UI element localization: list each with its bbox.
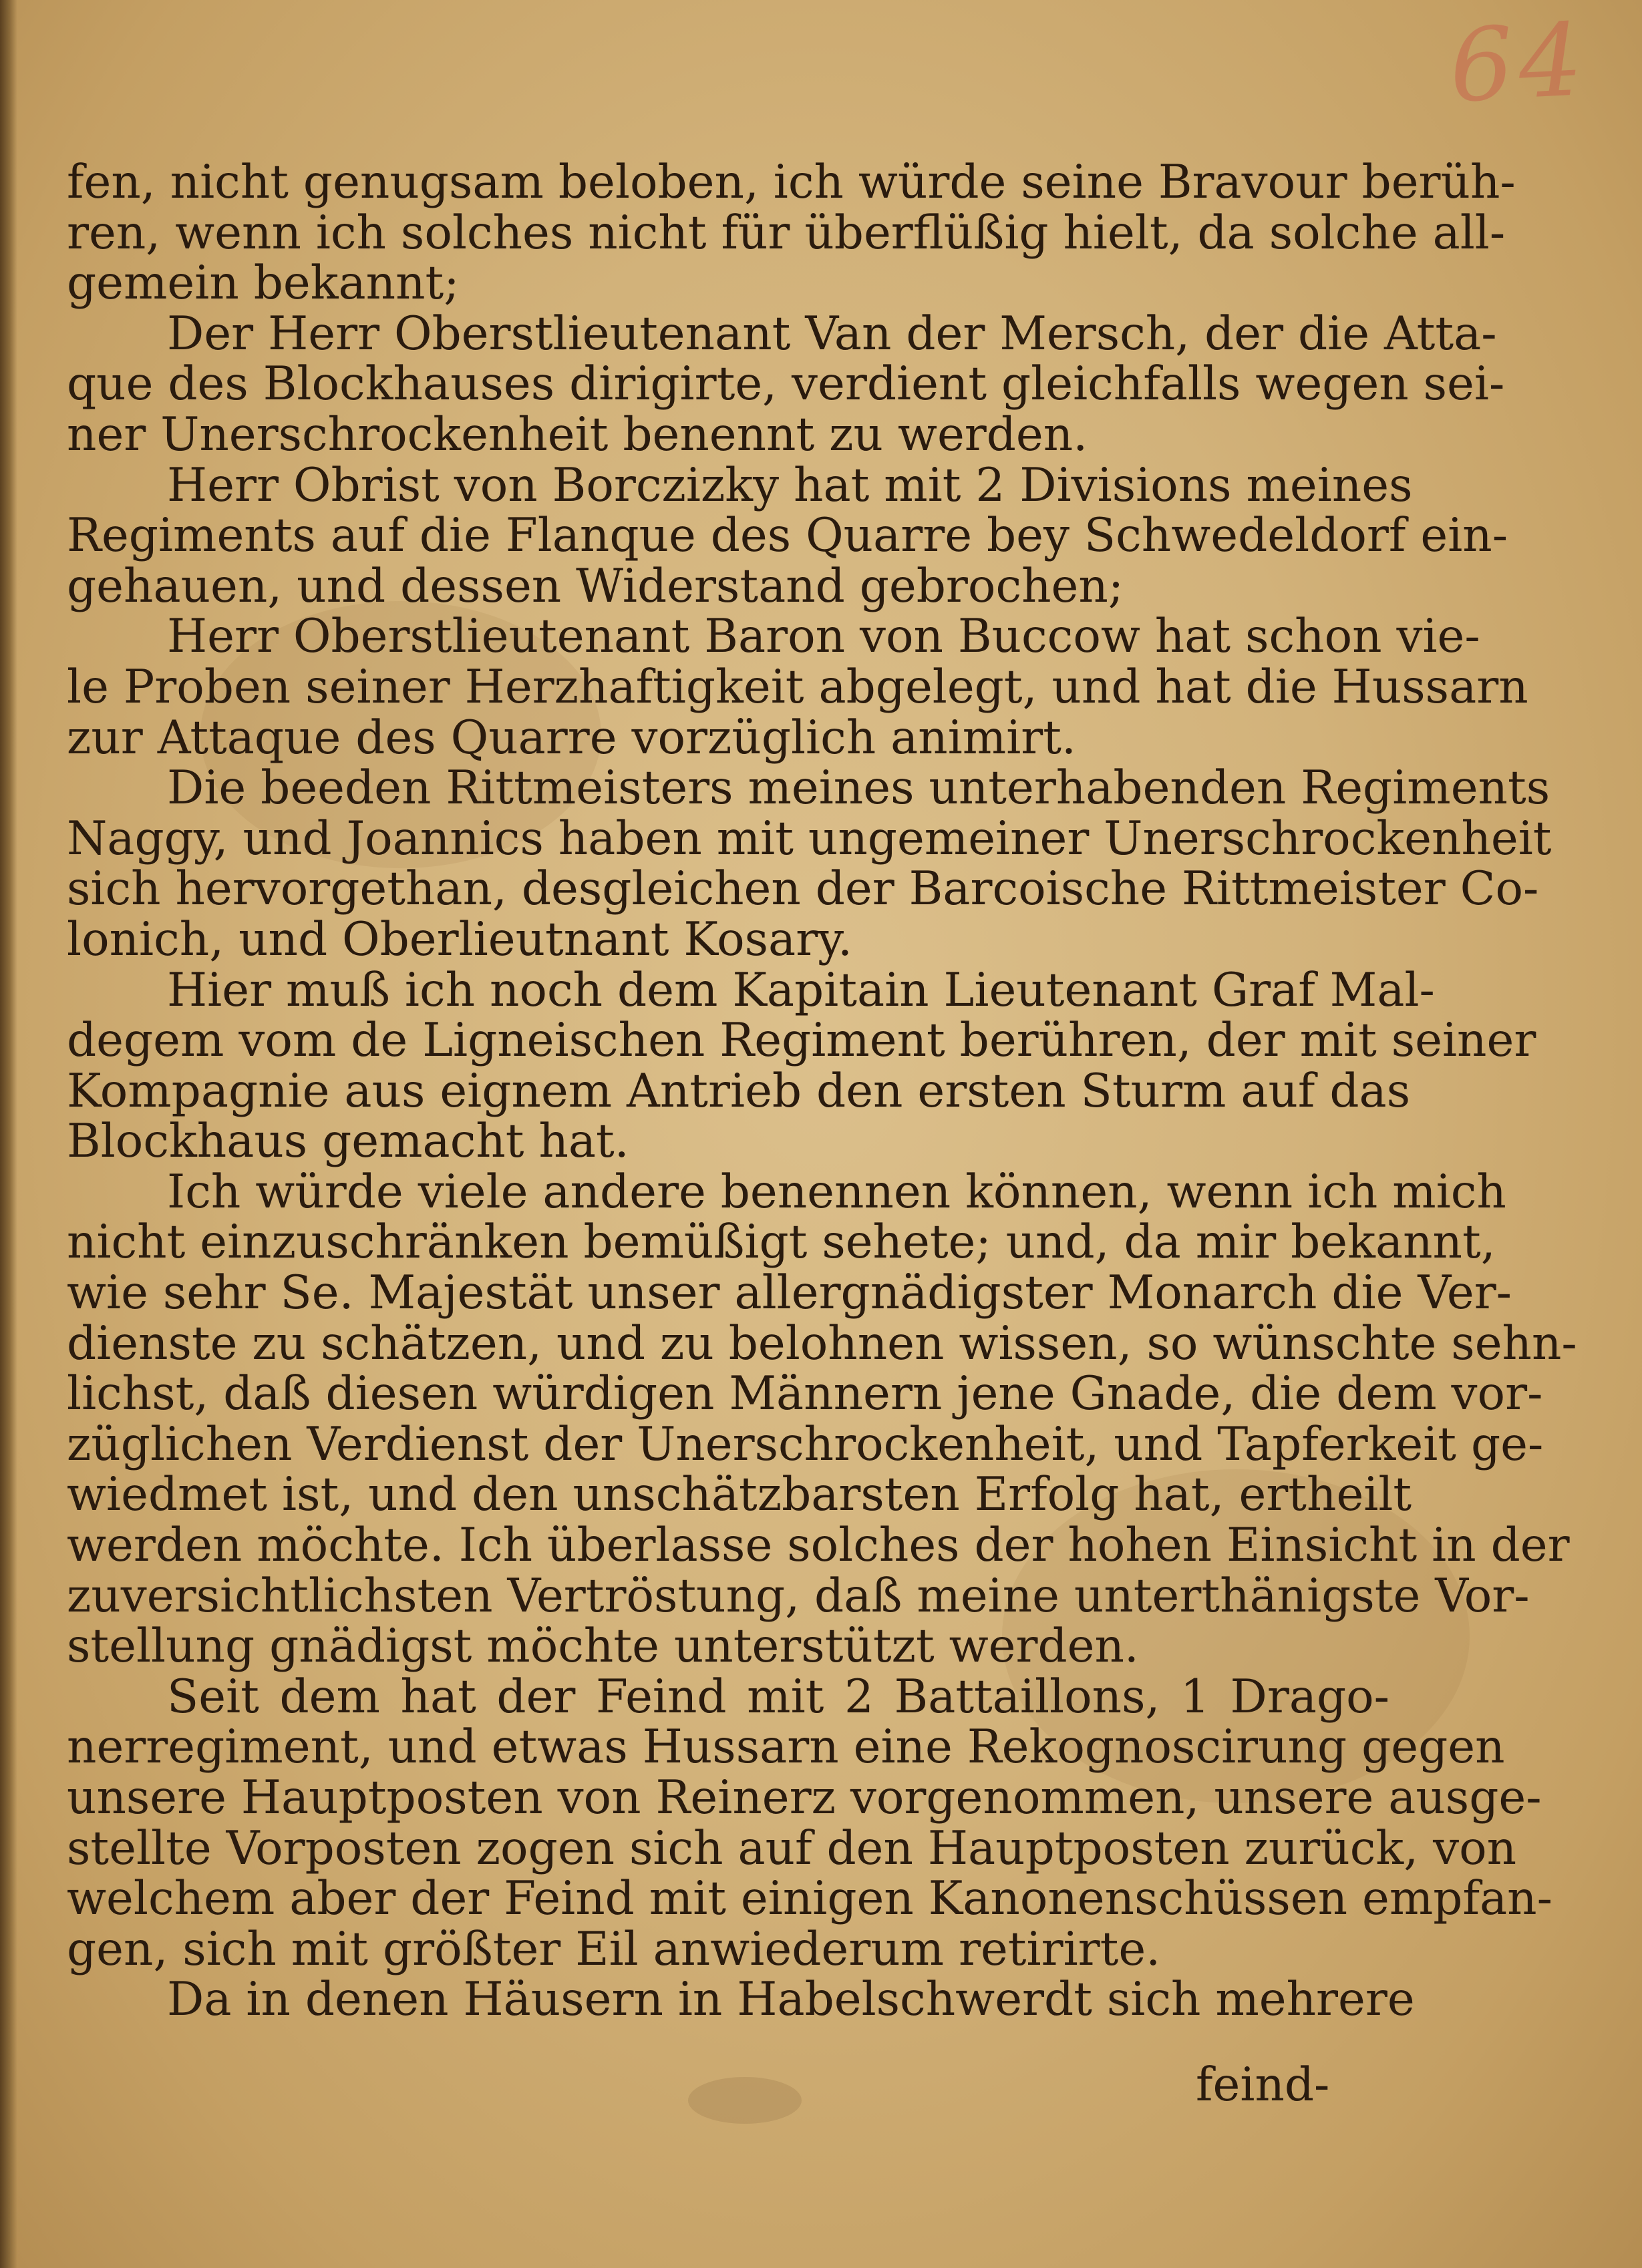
text-line: dienste zu schätzen, und zu belohnen wissen, so wünschte sehn- — [67, 1316, 1577, 1370]
text-line: Da in denen Häusern in Habelschwerdt sich mehrere — [167, 1973, 1415, 2027]
text-line: stellung gnädigst möchte unterstützt werden. — [67, 1620, 1139, 1674]
text-line: Naggy, und Joannics haben mit ungemeiner Unerschrockenheit — [67, 811, 1552, 866]
text-line: Ich würde viele andere benennen können, wenn ich mich — [167, 1165, 1506, 1219]
text-line: Herr Obrist von Borczizky hat mit 2 Divisions meines — [167, 458, 1413, 512]
text-line: lichst, daß diesen würdigen Männern jene Gnade, die dem vor- — [67, 1367, 1543, 1421]
ink-smudge — [688, 2077, 802, 2124]
text-line: gen, sich mit größter Eil anwiederum retirirte. — [67, 1922, 1161, 1976]
text-line: unsere Hauptposten von Reinerz vorgenommen, unsere ausge- — [67, 1771, 1542, 1825]
text-line: Kompagnie aus eignem Antrieb den ersten Sturm auf das — [67, 1064, 1411, 1118]
text-line: degem vom de Ligneischen Regiment berühren, der mit seiner — [67, 1014, 1536, 1068]
text-line: züglichen Verdienst der Unerschrockenheit, und Tapferkeit ge- — [67, 1417, 1544, 1471]
body-text — [67, 156, 1577, 2027]
text-line: wie sehr Se. Majestät unser allergnädigster Monarch die Ver- — [67, 1266, 1512, 1320]
text-line: Hier muß ich noch dem Kapitain Lieutenant Graf Mal- — [167, 963, 1435, 1017]
text-line: Herr Oberstlieutenant Baron von Buccow hat schon vie- — [167, 610, 1480, 664]
text-line: que des Blockhauses dirigirte, verdient gleichfalls wegen sei- — [67, 357, 1505, 411]
text-line: le Proben seiner Herzhaftigkeit abgelegt, und hat die Hussarn — [67, 660, 1528, 714]
text-line: ren, wenn ich solches nicht für überflüßig hielt, da solche all- — [67, 206, 1506, 260]
text-line: Regiments auf die Flanque des Quarre bey Schwedeldorf ein- — [67, 509, 1508, 563]
text-line: wiedmet ist, und den unschätzbarsten Erfolg hat, ertheilt — [67, 1468, 1412, 1522]
text-line: Die beeden Rittmeisters meines unterhabenden Regiments — [167, 761, 1550, 815]
text-line: Der Herr Oberstlieutenant Van der Mersch, der die Atta- — [167, 307, 1497, 361]
text-line: zur Attaque des Quarre vorzüglich animirt. — [67, 711, 1076, 765]
text-line: Blockhaus gemacht hat. — [67, 1115, 629, 1169]
text-line: lonich, und Oberlieutnant Kosary. — [67, 912, 852, 966]
text-line: sich hervorgethan, desgleichen der Barcoische Rittmeister Co- — [67, 862, 1539, 916]
catchword: feind- — [1196, 2058, 1330, 2112]
text-line: zuversichtlichsten Vertröstung, daß meine unterthänigste Vor- — [67, 1569, 1530, 1623]
text-line: fen, nicht genugsam beloben, ich würde seine Bravour berüh- — [67, 156, 1516, 209]
page-binding-edge — [0, 0, 17, 2268]
text-line: werden möchte. Ich überlasse solches der hohen Einsicht in der — [67, 1519, 1570, 1573]
text-line: welchem aber der Feind mit einigen Kanonenschüssen empfan- — [67, 1872, 1552, 1926]
text-line: nerregiment, und etwas Hussarn eine Rekognoscirung gegen — [67, 1720, 1505, 1774]
text-line: gehauen, und dessen Widerstand gebrochen; — [67, 559, 1124, 613]
text-line: ner Unerschrockenheit benennt zu werden. — [67, 407, 1088, 461]
folio-number: 64 — [1446, 1, 1591, 126]
text-line: nicht einzuschränken bemüßigt sehete; und, da mir bekannt, — [67, 1215, 1496, 1270]
text-line: gemein bekannt; — [67, 256, 460, 311]
text-line: stellte Vorposten zogen sich auf den Hauptposten zurück, von — [67, 1821, 1517, 1875]
text-line: Seit dem hat der Feind mit 2 Battaillons, 1 Drago- — [167, 1670, 1389, 1724]
